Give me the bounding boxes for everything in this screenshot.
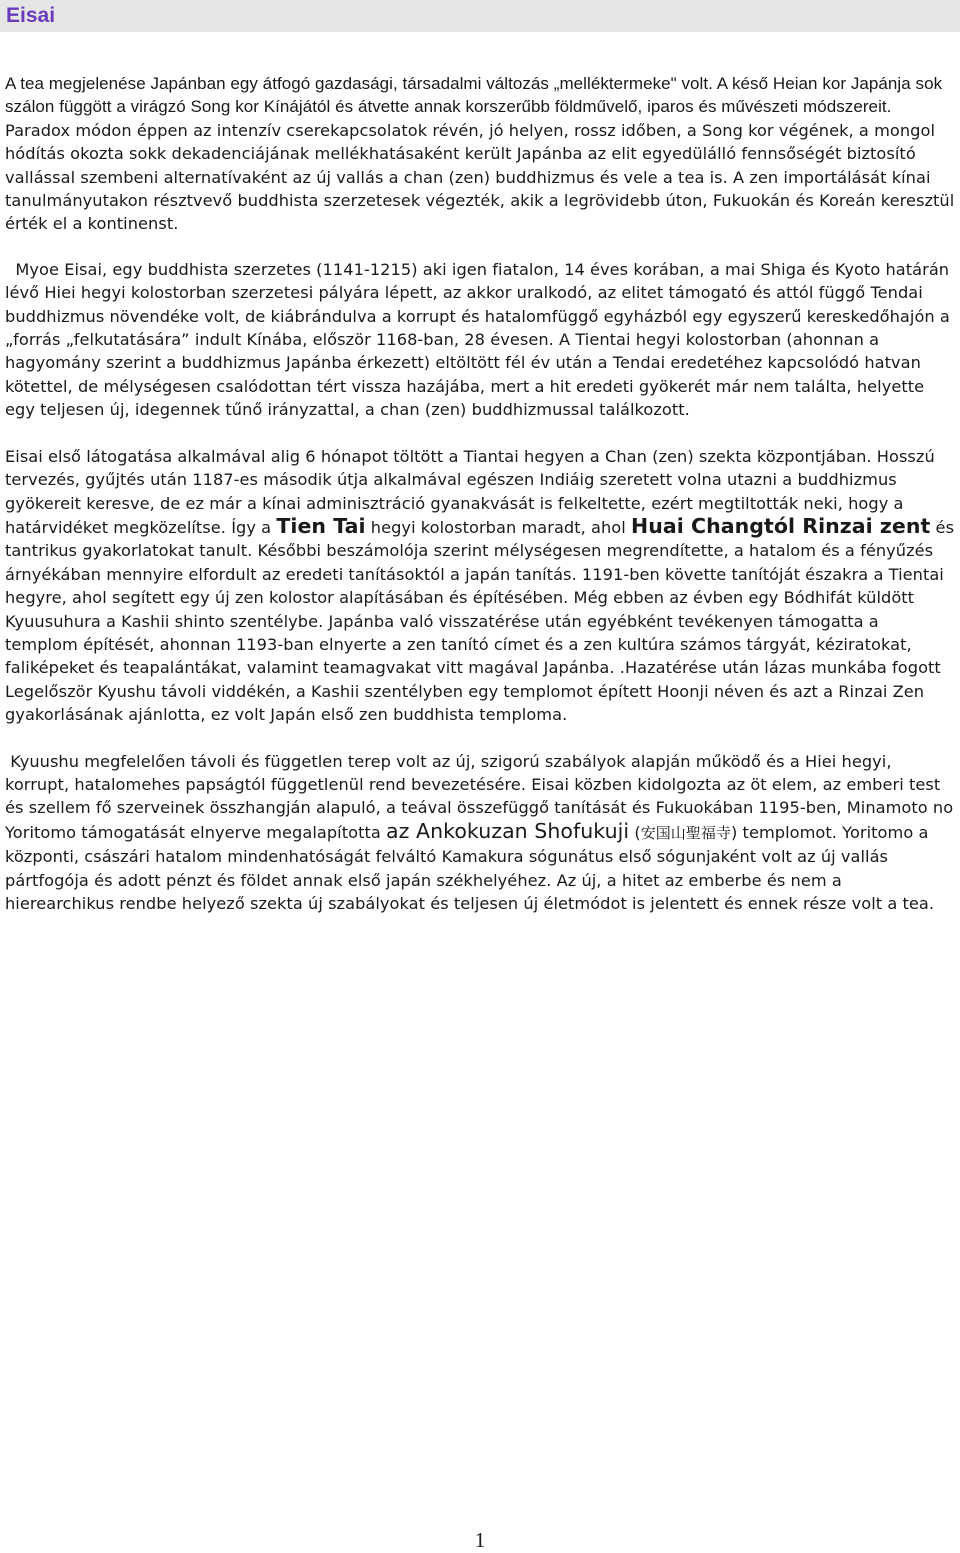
emphasis-huai-chang: Huai Changtól Rinzai zent [631, 513, 931, 538]
paragraph-text: Eisai első látogatása alkalmával alig 6 hónapot töltött a Tiantai hegyen a Chan (zen) szekta központjában. Hosszú tervezés, gyűjtés után 1187-es második útja alkalmával egészen Indiáig szeretett volna utazni a buddhizmus gyökereit keresve, de ez már a kínai adminisztráció gyanakvását is felkeltette, ezért megtiltották neki, hogy a határvidéket megközelítse. Így a [5, 446, 935, 537]
paragraph-text: ( [629, 822, 641, 842]
document-body [5, 72, 959, 915]
paragraph-kyuushu [5, 750, 959, 916]
emphasis-tien-tai: Tien Tai [276, 513, 366, 538]
paragraph-text: Kyuushu megfelelően távoli és független terep volt az új, szigorú szabályok alapján működő és a Hiei hegyi, korrupt, hatalomehes papságtól függetlenül rend bevezetésére. Eisai közben kidolgozta az öt elem, az emberi test és szellem fő szerveinek összhangján alapuló, a teával összefüggő tanítását és Fukuokában 1195-ben, Minamoto no Yoritomo támogatását elnyerve megalapította [5, 751, 959, 842]
page-title: Eisai [6, 4, 56, 27]
paragraph-text: és tantrikus gyakorlatokat tanult. Későbbi beszámolója szerint mélységesen megrendítette, a hatalom és a fényűzés árnyékában mennyire elfordult az eredeti tanításoktól a japán tanítás. 1191-ben követte tanítóját északra a Tientai hegyre, ahol segített egy új zen kolostor alapításában és építésében. Még ebben az évben egy Bódhifát küldött Kyuusuhura a Kashii shinto szentélybe. Japánba való visszatérése után egyébként tevékenyen támogatta a templom építését, ahonnan 1193-ban elnyerte a zen tanító címet és a zen kultúra számos tárgyát, kéziratokat, faliképeket és teapalántákat, valamint teamagvakat vitt magával Japánba. .Hazatérése után lázas munkába fogott Legelőször Kyushu távoli viddékén, a Kashii szentélyben egy templomot épített Hoonji néven és azt a Rinzai Zen gyakorlásának ajánlotta, ez volt Japán első zen buddhista temploma. [5, 517, 955, 725]
paragraph-text: Myoe Eisai, egy buddhista szerzetes (1141-1215) aki igen fiatalon, 14 éves korában, a mai Shiga és Kyoto határán lévő Hiei hegyi kolostorban szerzetesi pályára lépett, az akkor uralkodó, az elitet támogató és attól függő Tendai buddhizmus növendéke volt, de kiábrándulva a korrupt és hatalomfüggő egyházból egy egyszerű kereskedőhajón a „forrás „felkutatására” indult Kínába, először 1168-ban, 28 évesen. A Tientai hegyi kolostorban (ahonnan a hagyomány szerint a buddhizmus Japánba érkezett) eltöltött fél év után a Tendai eredetéhez kapcsolódó hatvan kötettel, de mélységesen csalódottan tért vissza hazájába, mert a hit eredeti gyökerét már nem találta, helyette egy teljesen új, idegennek tűnő irányzattal, a chan (zen) buddhizmussal találkozott. [5, 259, 956, 420]
title-bar [0, 0, 960, 32]
page-number: 1 [474, 1528, 486, 1552]
paragraph-text: hegyi kolostorban maradt, ahol [365, 517, 631, 537]
paragraph-tea-japan [5, 72, 955, 236]
emphasis-ankokuzan: az Ankokuzan Shofukuji [386, 818, 630, 843]
paragraph-myoe-eisai [5, 258, 955, 422]
kanji-temple-name: 安国山聖福寺 [640, 823, 731, 842]
paragraph-text: Paradox módon éppen az intenzív cserekapcsolatok révén, jó helyen, rossz időben, a Song kor végének, a mongol hódítás okozta sokk dekadenciájának mellékhatásaként került Japánba az elit egyedülálló fennsőségét biztosító vallással szembeni alternatívaként az új vallás a chan (zen) buddhizmus és vele a tea is. A zen importálását kínai tanulmányutakon résztvevő buddhista szerzetesek végezték, akik a legrövidebb úton, Fukuokán és Koreán keresztül érték el a kontinenst. [5, 120, 955, 234]
paragraph-text: A tea megjelenése Japánban egy átfogó gazdasági, társadalmi változás „melléktermeke" volt. A késő Heian kor Japánja sok szálon függött a virágzó Song kor Kínájától és átvette annak korszerűbb földművelő, iparos és művészeti módszereit. [5, 74, 943, 117]
paragraph-text: ) templomot. Yoritomo a központi, császári hatalom mindenhatóságát felváltó Kamakura sógunátus első sógunjaként volt az új vallás pártfogója és adott pénzt és földet annak első japán székhelyéhez. Az új, a hitet az emberbe és nem a hierearchikus rendbe helyező szekta új szabályokat és teljesen új életmódot is jelentett és ennek része volt a tea. [5, 822, 935, 913]
paragraph-eisai-visit [5, 445, 955, 727]
